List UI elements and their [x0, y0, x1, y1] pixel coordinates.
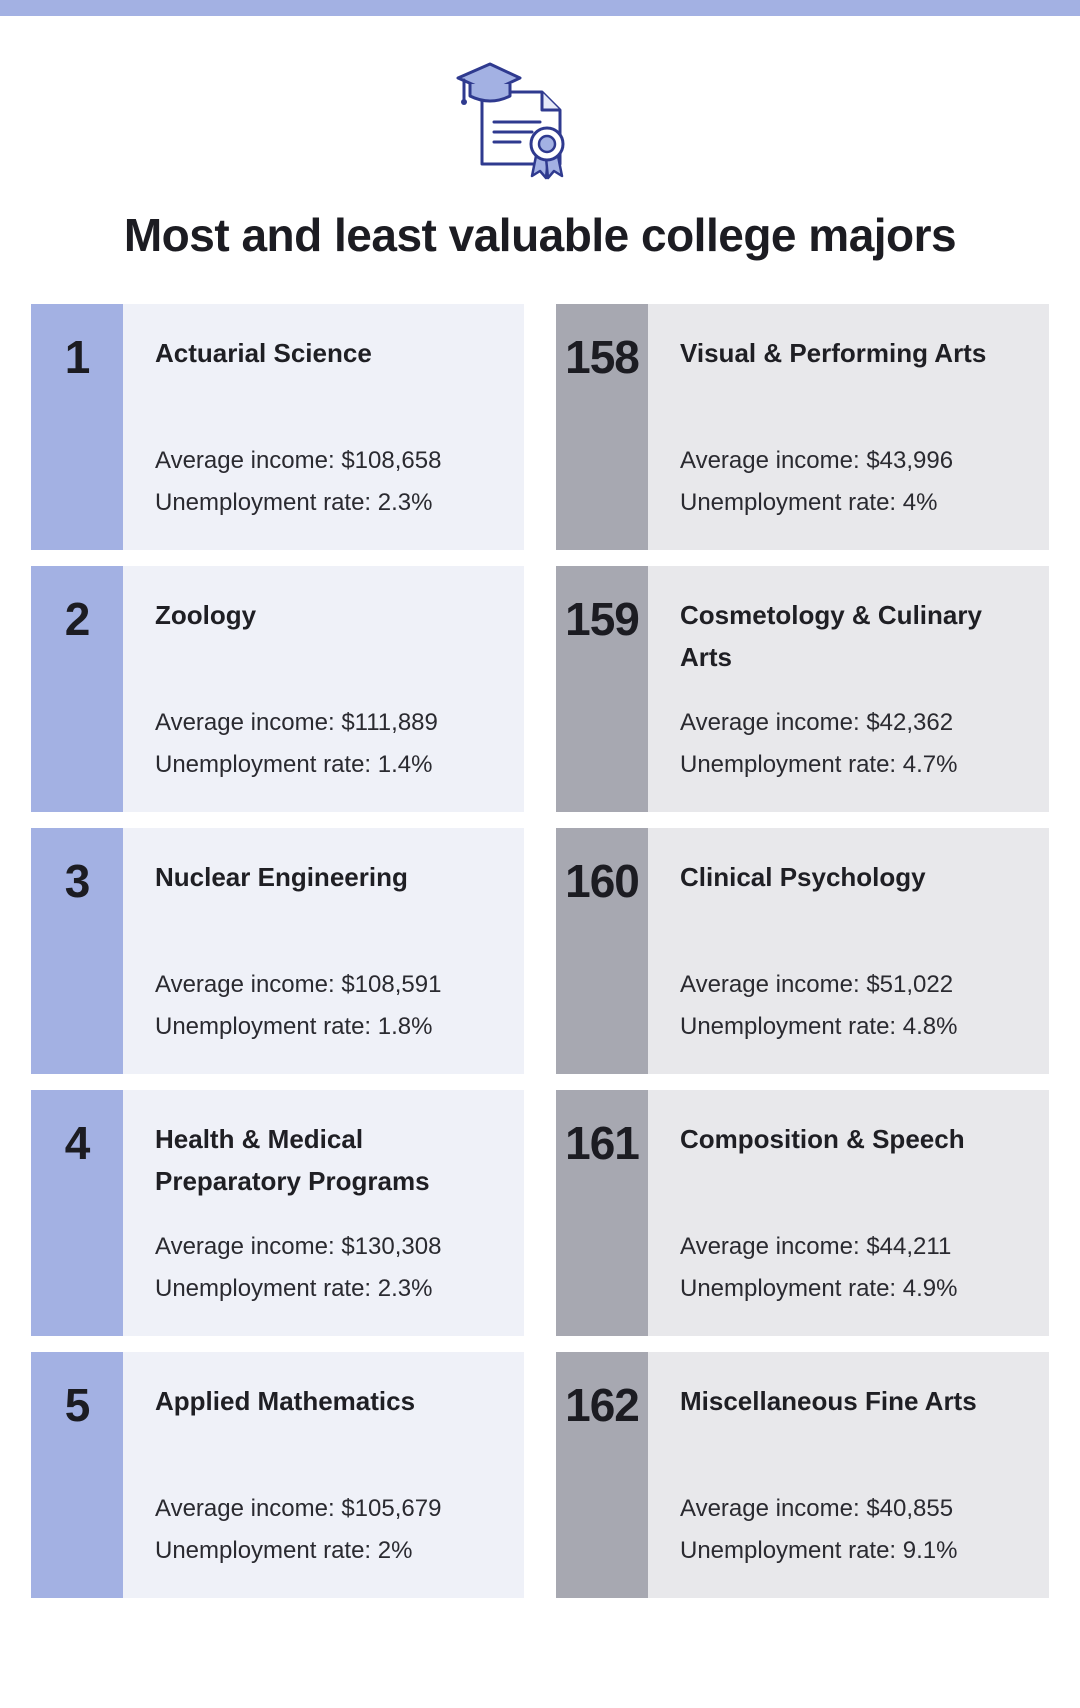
rank-column: [556, 1090, 648, 1336]
unemployment-rate: Unemployment rate: 2.3%: [155, 489, 433, 516]
page-title: Most and least valuable college majors: [123, 209, 957, 261]
rank-column: [31, 566, 123, 812]
card-body: [123, 566, 524, 812]
unemployment-rate: Unemployment rate: 1.8%: [155, 1013, 433, 1040]
unemployment-rate: Unemployment rate: 4.8%: [680, 1013, 958, 1040]
worst-major-card: [556, 1090, 1049, 1336]
rank-number: 160: [565, 855, 639, 907]
rank-number: 5: [64, 1379, 90, 1431]
card-body: [648, 828, 1049, 1074]
card-body: [123, 1352, 524, 1598]
unemployment-rate: Unemployment rate: 2.3%: [155, 1275, 433, 1302]
unemployment-rate: Unemployment rate: 4.9%: [680, 1275, 958, 1302]
rank-column: [556, 828, 648, 1074]
unemployment-rate: Unemployment rate: 2%: [155, 1537, 413, 1564]
rank-column: [31, 304, 123, 550]
rank-column: [31, 828, 123, 1074]
major-name: Applied Mathematics: [155, 1386, 416, 1416]
average-income: Average income: $111,889: [155, 709, 438, 736]
card-body: [648, 566, 1049, 812]
average-income: Average income: $108,658: [155, 447, 442, 474]
major-name: Cosmetology & Culinary Arts: [680, 600, 982, 672]
unemployment-rate: Unemployment rate: 4.7%: [680, 751, 958, 778]
unemployment-rate: Unemployment rate: 4%: [680, 489, 938, 516]
rank-number: 4: [64, 1117, 90, 1169]
average-income: Average income: $42,362: [680, 709, 954, 736]
rank-number: 158: [565, 331, 639, 383]
worst-major-card: [556, 304, 1049, 550]
average-income: Average income: $43,996: [680, 447, 954, 474]
worst-major-card: [556, 828, 1049, 1074]
major-name: Clinical Psychology: [680, 862, 926, 892]
rank-number: 2: [64, 593, 90, 645]
average-income: Average income: $51,022: [680, 971, 954, 998]
best-major-card: [31, 1090, 524, 1336]
unemployment-rate: Unemployment rate: 1.4%: [155, 751, 433, 778]
worst-major-card: [556, 1352, 1049, 1598]
card-body: [123, 1090, 524, 1336]
rank-number: 1: [64, 331, 90, 383]
card-body: [648, 304, 1049, 550]
average-income: Average income: $40,855: [680, 1495, 954, 1522]
major-name: Composition & Speech: [680, 1124, 965, 1154]
top-accent-bar: [0, 0, 1080, 16]
best-major-card: [31, 828, 524, 1074]
best-major-card: [31, 566, 524, 812]
major-name: Actuarial Science: [155, 338, 372, 368]
average-income: Average income: $130,308: [155, 1233, 442, 1260]
rank-number: 162: [565, 1379, 639, 1431]
best-major-card: [31, 1352, 524, 1598]
rank-number: 161: [565, 1117, 639, 1169]
card-body: [648, 1352, 1049, 1598]
major-name: Visual & Performing Arts: [680, 338, 987, 368]
average-income: Average income: $105,679: [155, 1495, 442, 1522]
rank-column: [31, 1352, 123, 1598]
card-body: [648, 1090, 1049, 1336]
graduation-certificate-icon: [454, 52, 582, 180]
rank-column: [556, 1352, 648, 1598]
rank-column: [556, 304, 648, 550]
unemployment-rate: Unemployment rate: 9.1%: [680, 1537, 958, 1564]
rank-number: 3: [64, 855, 90, 907]
rank-column: [556, 566, 648, 812]
card-body: [123, 304, 524, 550]
worst-major-card: [556, 566, 1049, 812]
card-body: [123, 828, 524, 1074]
major-name: Zoology: [155, 600, 257, 630]
rank-column: [31, 1090, 123, 1336]
major-name: Health & Medical Preparatory Programs: [155, 1124, 430, 1196]
average-income: Average income: $108,591: [155, 971, 442, 998]
major-name: Miscellaneous Fine Arts: [680, 1386, 977, 1416]
rank-number: 159: [565, 593, 639, 645]
best-major-card: [31, 304, 524, 550]
average-income: Average income: $44,211: [680, 1233, 952, 1260]
major-name: Nuclear Engineering: [155, 862, 408, 892]
